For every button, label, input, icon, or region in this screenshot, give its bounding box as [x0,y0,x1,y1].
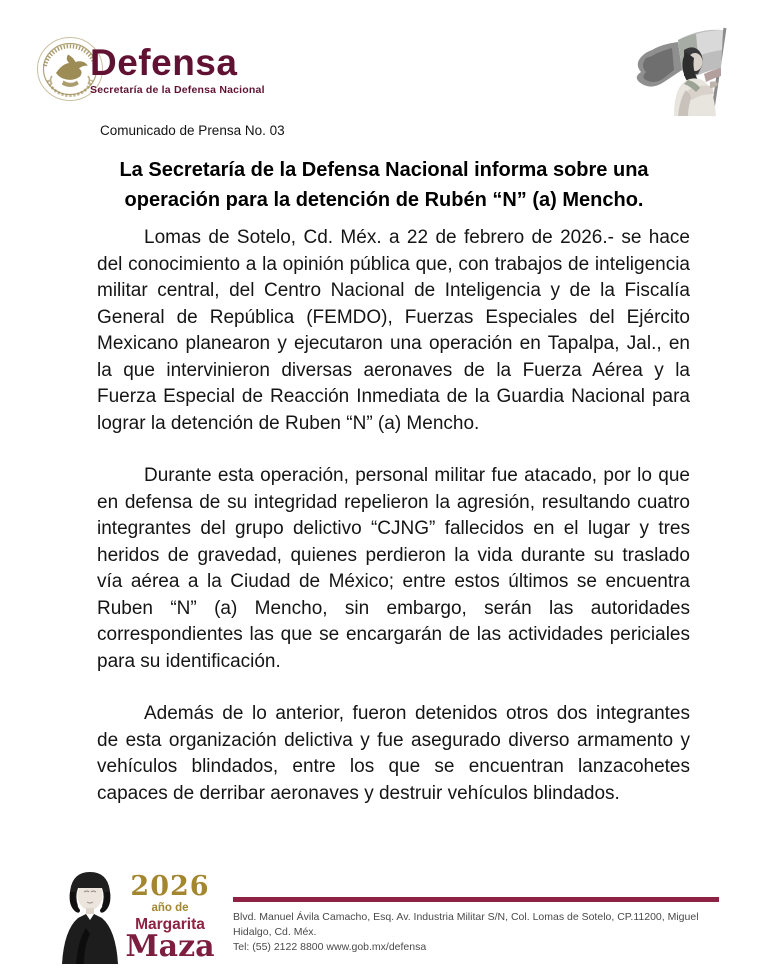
footer-address-line-2: Tel: (55) 2122 8800 www.gob.mx/defensa [233,941,427,953]
margarita-maza-portrait [56,868,124,964]
footer-contact-block [233,897,719,955]
press-release-number: Comunicado de Prensa No. 03 [100,123,285,138]
brand-name: Defensa [90,42,238,83]
footer-address-line-1: Blvd. Manuel Ávila Camacho, Esq. Av. Industria Militar S/N, Col. Lomas de Sotelo, CP.11200, Miguel Hidalgo, Cd. Méx. [233,911,699,938]
commemorated-person-first-name: Margarita [135,915,205,933]
body-paragraph-2: Durante esta operación, personal militar fue atacado, por lo que en defensa de su integridad repelieron la agresión, resultando cuatro integrantes del grupo delictivo “CJNG” fallecidos en el lugar y tres heridos de gravedad, quienes perdieron la vida durante su traslado vía aérea a la Ciudad de México; entre estos últimos se encuentra Ruben “N” (a) Mencho, sin embargo, serán las autoridades correspondientes las que se encargarán de las actividades periciales para su identificación. [97,465,690,672]
footer-divider-bar [233,897,719,902]
year-number: 2026 [130,871,210,902]
commemorated-person-last-name: Maza [125,929,215,964]
brand-subtitle: Secretaría de la Defensa Nacional [90,84,265,96]
press-release-body [97,225,690,807]
body-paragraph-1: Lomas de Sotelo, Cd. Méx. a 22 de febrero de 2026.- se hace del conocimiento a la opinión pública que, con trabajos de inteligencia militar central, del Centro Nacional de Inteligencia y de la Fiscalía General de República (FEMDO), Fuerzas Especiales del Ejército Mexicano planearon y ejecutaron una operación en Tapalpa, Jal., en la que intervinieron diversas aeronaves de la Fuerza Aérea y la Fuerza Especial de Reacción Inmediata de la Guardia Nacional para lograr la detención de Ruben “N” (a) Mencho. [97,227,690,434]
year-commemoration-logo [120,873,220,962]
body-paragraph-3: Además de lo anterior, fueron detenidos otros dos integrantes de esta organización delictiva y fue asegurado diverso armamento y vehículos blindados, entre los que se encuentran lanzacohetes capaces de derribar aeronaves y destruir vehículos blindados. [97,703,690,804]
page-title-line-2: operación para la detención de Rubén “N” (a) Mencho. [124,189,644,211]
defensa-wordmark [90,44,265,96]
page-title-line-1: La Secretaría de la Defensa Nacional informa sobre una [119,159,649,181]
footer-address [233,910,719,955]
woman-with-mexican-flag-illustration [626,20,752,124]
year-label: año de [151,902,189,914]
page-title [0,155,768,215]
